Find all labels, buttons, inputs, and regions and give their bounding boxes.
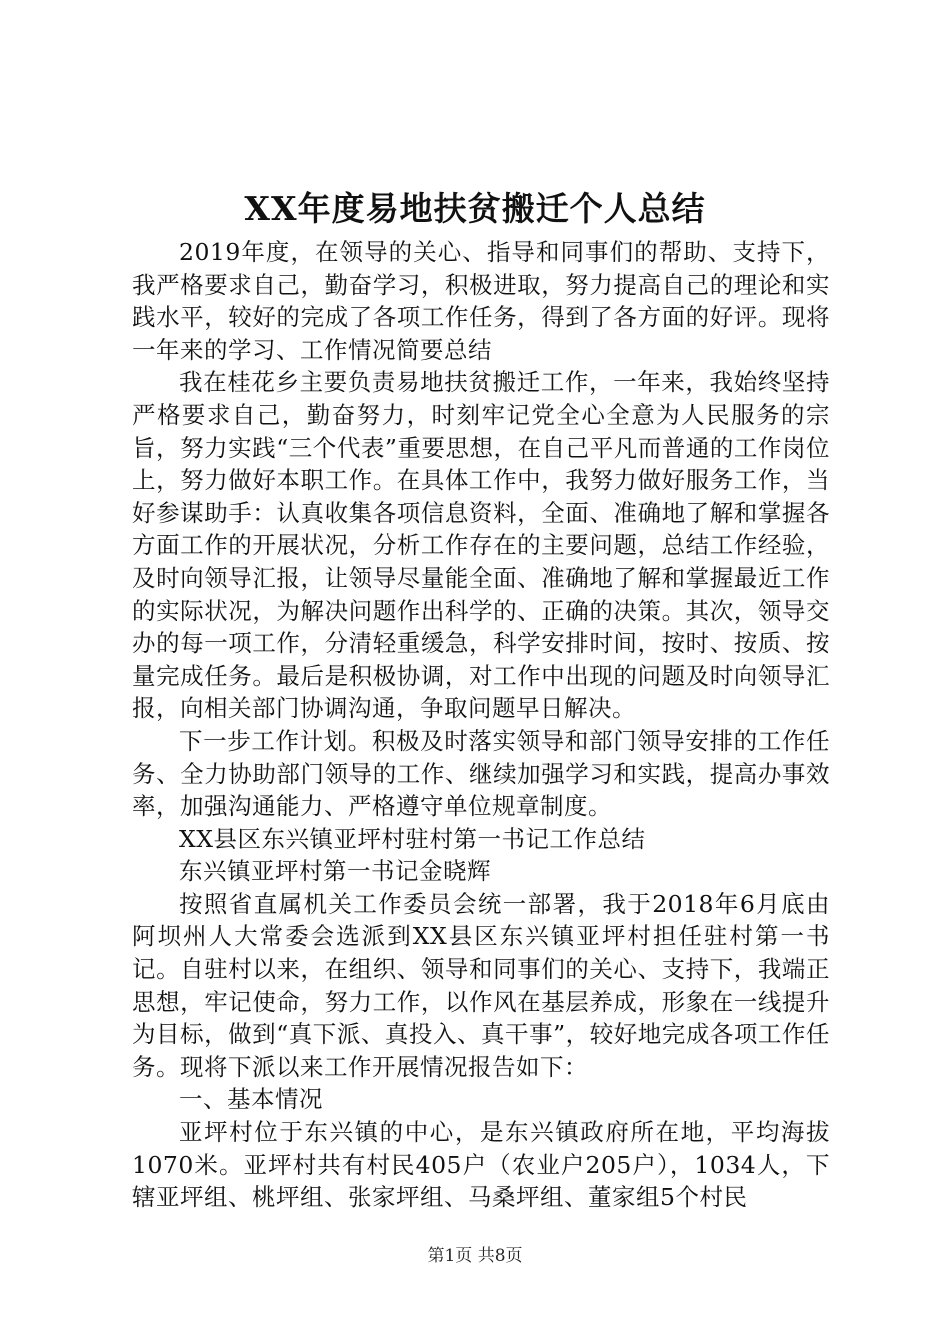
document-title: XX年度易地扶贫搬迁个人总结 [244,189,706,228]
page-footer: 第1页 共8页 [427,1246,523,1266]
paragraph: 2019年度，在领导的关心、指导和同事们的帮助、支持下，我严格要求自己，勤奋学习，积极进取，努力提高自己的理论和实践水平，较好的完成了各项工作任务，得到了各方面的好评。现将一年来的学习、工作情况简要总结 [132,238,830,364]
paragraph: 我在桂花乡主要负责易地扶贫搬迁工作，一年来，我始终坚持严格要求自己，勤奋努力，时刻牢记党全心全意为人民服务的宗旨，努力实践“三个代表”重要思想，在自己平凡而普通的工作岗位上，努力做好本职工作。在具体工作中，我努力做好服务工作，当好参谋助手：认真收集各项信息资料，全面、准确地了解和掌握各方面工作的开展状况，分析工作存在的主要问题，总结工作经验，及时向领导汇报，让领导尽量能全面、准确地了解和掌握最近工作的实际状况，为解决问题作出科学的、正确的决策。其次，领导交办的每一项工作，分清轻重缓急，科学安排时间，按时、按质、按量完成任务。最后是积极协调，对工作中出现的问题及时向领导汇报，向相关部门协调沟通，争取问题早日解决。 [132,368,830,723]
paragraph: 按照省直属机关工作委员会统一部署，我于2018年6月底由阿坝州人大常委会选派到XX县区东兴镇亚坪村担任驻村第一书记。自驻村以来，在组织、领导和同事们的关心、支持下，我端正思想，牢记使命，努力工作，以作风在基层养成，形象在一线提升为目标，做到“真下派、真投入、真干事”，较好地完成各项工作任务。现将下派以来工作开展情况报告如下： [132,889,830,1081]
paragraph: 下一步工作计划。积极及时落实领导和部门领导安排的工作任务、全力协助部门领导的工作、继续加强学习和实践，提高办事效率，加强沟通能力、严格遵守单位规章制度。 [132,726,830,821]
paragraph: 亚坪村位于东兴镇的中心，是东兴镇政府所在地，平均海拔1070米。亚坪村共有村民405户（农业户205户），1034人，下辖亚坪组、桃坪组、张家坪组、马桑坪组、董家组5个村民 [132,1118,830,1212]
author-line: 东兴镇亚坪村第一书记金晓辉 [179,857,491,886]
section-heading: XX县区东兴镇亚坪村驻村第一书记工作总结 [179,824,646,853]
section-heading: 一、基本情况 [179,1085,323,1114]
document-body [132,236,830,1214]
